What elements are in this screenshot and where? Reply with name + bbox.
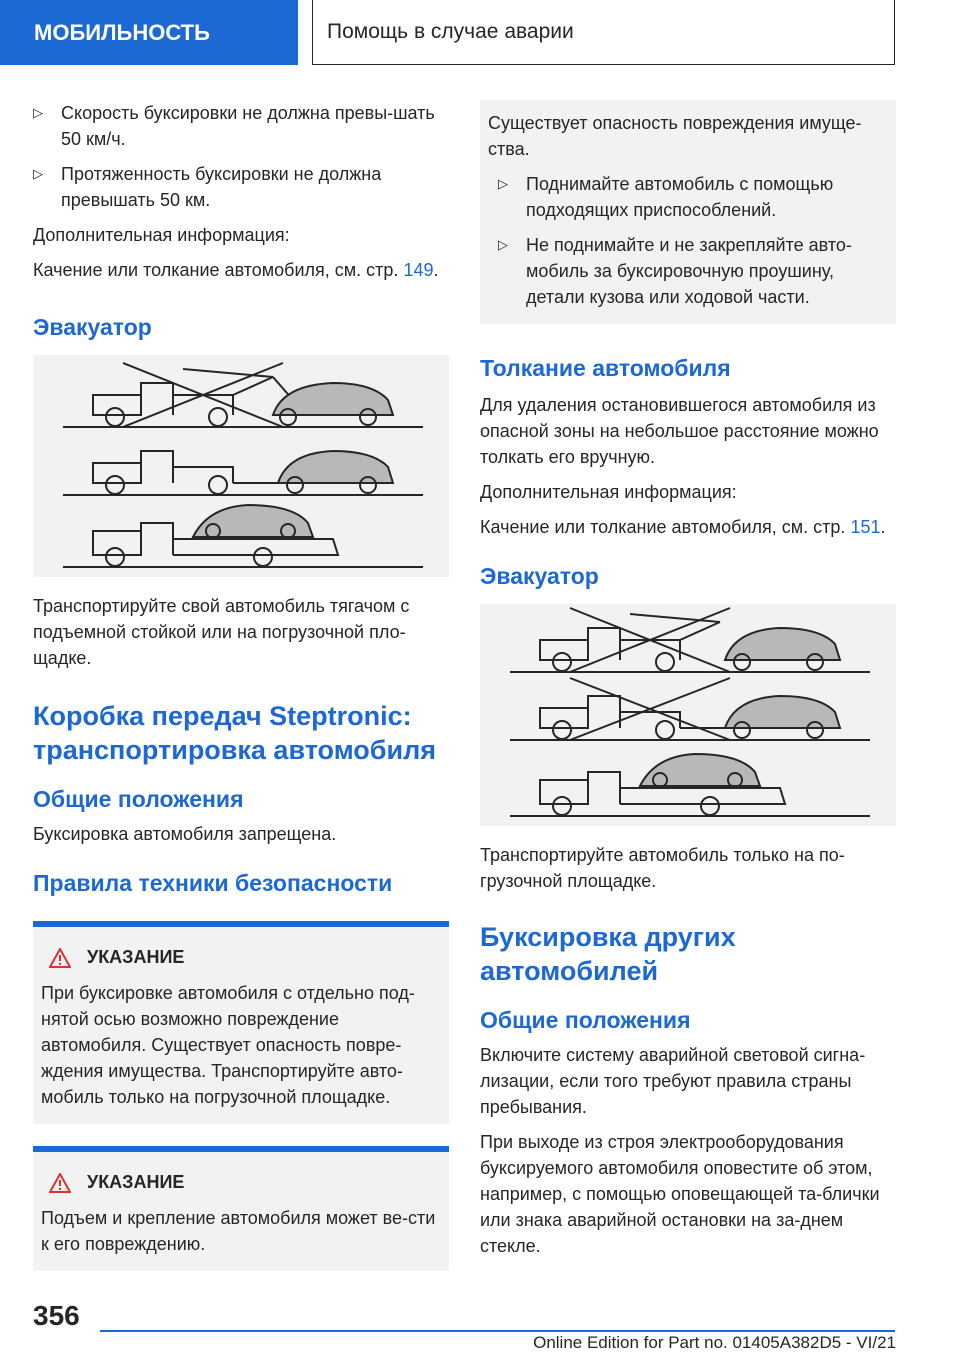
bullet-item <box>33 100 449 152</box>
flatbed-diagram <box>480 604 896 826</box>
notice-text: Существует опасность повреждения имуще-ства. <box>488 113 862 159</box>
bullet-text: Протяженность буксировки не должна превышать 50 км. <box>61 164 382 210</box>
page-number: 356 <box>33 1300 80 1331</box>
heading-evacuator: Эвакуатор <box>480 563 599 589</box>
triangle-bullet-icon: ▷ <box>33 105 43 120</box>
triangle-bullet-icon: ▷ <box>498 237 508 252</box>
bullet-text: Скорость буксировки не должна превы-шать 50 км/ч. <box>61 103 435 149</box>
right-column <box>480 100 896 1268</box>
warning-triangle-icon <box>49 948 71 968</box>
bullet-item <box>498 232 888 310</box>
heading-safety: Правила техники безопасности <box>33 870 393 896</box>
footer-divider <box>100 1330 895 1332</box>
figure-caption: Транспортируйте автомобиль только на по-грузочной площадке. <box>480 845 845 891</box>
heading-steptronic: Коробка передач Steptronic: транспортировка автомобиля <box>33 701 436 765</box>
warning-box <box>33 921 449 1124</box>
info-label: Дополнительная информация: <box>33 225 290 245</box>
general-text: Буксировка автомобиля запрещена. <box>33 824 337 844</box>
section-title: Помощь в случае аварии <box>327 20 574 43</box>
general-text: Включите систему аварийной световой сигна-лизации, если того требуют правила страны пребывания. <box>480 1045 866 1117</box>
heading-towing-others: Буксировка других автомобилей <box>480 922 736 986</box>
heading-general: Общие положения <box>33 786 244 812</box>
bullet-text: Не поднимайте и не закрепляйте авто-мобиль за буксировочную проушину, детали кузова или ходовой части. <box>526 235 852 307</box>
info-label: Дополнительная информация: <box>480 482 737 502</box>
warning-title-row <box>49 947 441 968</box>
bullet-item <box>33 161 449 213</box>
info-end: . <box>880 517 886 537</box>
chapter-title: МОБИЛЬНОСТЬ <box>34 19 210 45</box>
warning-title-row <box>49 1172 441 1193</box>
info-text: Качение или толкание автомобиля, см. стр. <box>33 260 399 280</box>
pushing-text: Для удаления остановившегося автомобиля из опасной зоны на небольшое расстояние можно толкать его вручную. <box>480 395 879 467</box>
flatbed-illustration <box>480 604 896 826</box>
page-link[interactable]: 151 <box>850 517 881 537</box>
section-header <box>312 0 895 65</box>
figure-caption: Транспортируйте свой автомобиль тягачом с подъемной стойкой или на погрузочной пло-щадке. <box>33 596 410 668</box>
info-reference <box>33 257 449 283</box>
heading-general: Общие положения <box>480 1007 691 1033</box>
info-text: Качение или толкание автомобиля, см. стр. <box>480 517 846 537</box>
bullet-item <box>498 171 888 223</box>
tow-truck-illustration <box>33 355 449 577</box>
warning-triangle-icon <box>49 1173 71 1193</box>
heading-pushing: Толкание автомобиля <box>480 355 731 381</box>
chapter-tab <box>0 0 298 65</box>
page-link[interactable]: 149 <box>403 260 434 280</box>
triangle-bullet-icon: ▷ <box>498 176 508 191</box>
bullet-text: Поднимайте автомобиль с помощью подходящих приспособлений. <box>526 174 834 220</box>
left-column <box>33 100 449 1293</box>
warning-box <box>33 1146 449 1271</box>
tow-truck-diagram <box>33 355 449 577</box>
info-end: . <box>433 260 439 280</box>
warning-title: УКАЗАНИЕ <box>87 1172 185 1192</box>
heading-evacuator: Эвакуатор <box>33 314 152 340</box>
warning-text: При буксировке автомобиля с отдельно под-нятой осью возможно повреждение автомобиля. Существует опасность повре-ждения имущества. Транспортируйте авто-мобиль только на погрузочной площадке. <box>41 983 415 1107</box>
warning-text: Подъем и крепление автомобиля может ве-сти к его повреждению. <box>41 1208 436 1254</box>
warning-title: УКАЗАНИЕ <box>87 947 185 967</box>
info-reference <box>480 514 896 540</box>
edition-info: Online Edition for Part no. 01405A382D5 - VI/21 <box>533 1333 896 1352</box>
triangle-bullet-icon: ▷ <box>33 166 43 181</box>
notice-box <box>480 100 896 324</box>
general-text: При выходе из строя электрооборудования буксируемого автомобиля оповестите об этом, например, с помощью оповещающей та-блички или знака аварийной остановки на за-днем стекле. <box>480 1132 880 1256</box>
